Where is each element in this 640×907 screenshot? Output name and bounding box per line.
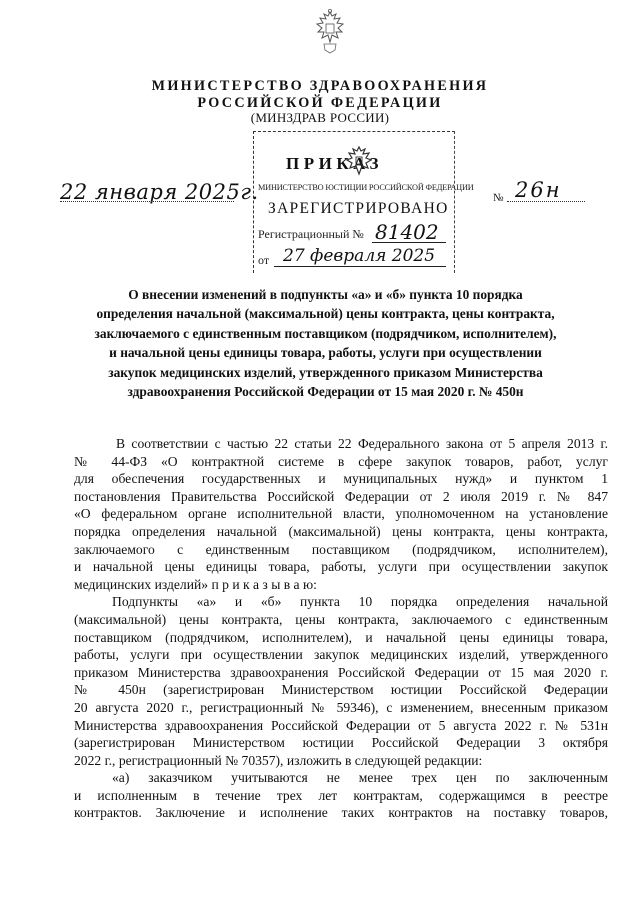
body-line: и начальной цены единицы товара, работы, услуги при осуществлении закупок bbox=[74, 559, 608, 575]
order-title: ПРИКАЗ bbox=[286, 154, 383, 173]
document-body bbox=[74, 435, 608, 822]
body-line: (максимальной) цены контракта, цены контракта, заключаемого с единственным bbox=[74, 611, 608, 627]
body-line: и исполненным в течение трех лет контрактам, содержащимся в реестре bbox=[74, 787, 608, 803]
body-line: № 450н (зарегистрирован Министерством юстиции Российской Федерации bbox=[74, 682, 608, 698]
body-line: порядка определения начальной (максимальной) цены контракта, цены контракта, bbox=[74, 523, 608, 539]
body-line: контрактов. Заключение и исполнение таких контрактов на поставку товаров, bbox=[74, 805, 608, 821]
order-number: 26н bbox=[515, 178, 562, 202]
stamp-date-underline bbox=[274, 266, 446, 267]
body-line: поставщиком (подрядчиком, исполнителем), и начальной цены единицы товара, bbox=[74, 629, 608, 645]
signing-date-underline bbox=[60, 201, 234, 202]
body-line: В соответствии с частью 22 статьи 22 Федерального закона от 5 апреля 2013 г. bbox=[116, 436, 608, 451]
title-line: заключаемого с единственным поставщиком (подрядчиком, исполнителем), bbox=[94, 325, 557, 341]
stamp-from-date: 27 февраля 2025 bbox=[283, 246, 436, 266]
body-line: заключаемого с единственным поставщиком (подрядчиком, исполнителем), bbox=[74, 541, 608, 557]
title-line: закупок медицинских изделий, утвержденного приказом Министерства bbox=[108, 364, 543, 380]
body-line: работы, услуги при осуществлении закупок медицинских изделий, утвержденного bbox=[74, 647, 608, 663]
coat-of-arms-icon bbox=[310, 8, 350, 56]
body-line: «а) заказчиком учитываются не менее трех цен по заключенным bbox=[112, 770, 608, 786]
body-line: для обеспечения государственных и муниципальных нужд» и пунктом 1 bbox=[74, 471, 608, 487]
stamp-reg-number-underline bbox=[372, 242, 446, 243]
title-line: О внесении изменений в подпункты «а» и «б» пункта 10 порядка bbox=[128, 287, 523, 302]
body-line: 20 августа 2020 г., регистрационный № 59346), с изменением, внесенным приказом bbox=[74, 699, 608, 715]
stamp-from-label: от bbox=[258, 253, 270, 267]
body-line: № 44-ФЗ «О контрактной системе в сфере закупок товаров, работ, услуг bbox=[74, 453, 608, 469]
body-line: (зарегистрирован Министерством юстиции Российской Федерации 3 октября bbox=[74, 735, 608, 751]
ministry-name-line2: РОССИЙСКОЙ ФЕДЕРАЦИИ bbox=[197, 95, 443, 111]
stamp-organization: МИНИСТЕРСТВО ЮСТИЦИИ РОССИЙСКОЙ ФЕДЕРАЦИИ bbox=[258, 183, 474, 192]
ministry-name-line1: МИНИСТЕРСТВО ЗДРАВООХРАНЕНИЯ bbox=[151, 78, 489, 94]
ministry-short-name: (МИНЗДРАВ РОССИИ) bbox=[250, 110, 390, 125]
body-line: 2022 г., регистрационный № 70357), изложить в следующей редакции: bbox=[74, 752, 483, 768]
body-line: постановления Правительства Российской Федерации от 2 июля 2019 г. № 847 bbox=[74, 488, 608, 504]
body-line: «О федеральном органе исполнительной власти, уполномоченном на установление bbox=[74, 506, 608, 522]
stamp-registered: ЗАРЕГИСТРИРОВАНО bbox=[268, 200, 449, 217]
stamp-eagle-icon bbox=[343, 144, 375, 180]
stamp-reg-number: 81402 bbox=[375, 220, 439, 244]
body-line: Министерства здравоохранения Российской Федерации от 5 августа 2022 г. № 531н bbox=[74, 717, 608, 733]
title-line: здравоохранения Российской Федерации от 15 мая 2020 г. № 450н bbox=[127, 384, 524, 400]
body-line: медицинских изделий» п р и к а з ы в а ю: bbox=[74, 576, 317, 592]
body-line: приказом Министерства здравоохранения Российской Федерации от 15 мая 2020 г. bbox=[74, 664, 608, 680]
signing-date: 22 января 2025г. bbox=[60, 180, 259, 204]
order-number-underline bbox=[507, 201, 585, 202]
order-number-label: № bbox=[493, 192, 504, 204]
title-line: и начальной цены единицы товара, работы, услуги при осуществлении bbox=[109, 345, 542, 361]
body-line: Подпункты «а» и «б» пункта 10 порядка определения начальной bbox=[112, 594, 608, 610]
title-line: определения начальной (максимальной) цены контракта, цены контракта, bbox=[96, 306, 555, 322]
stamp-reg-number-label: Регистрационный № bbox=[258, 227, 364, 241]
document-title bbox=[68, 285, 583, 401]
